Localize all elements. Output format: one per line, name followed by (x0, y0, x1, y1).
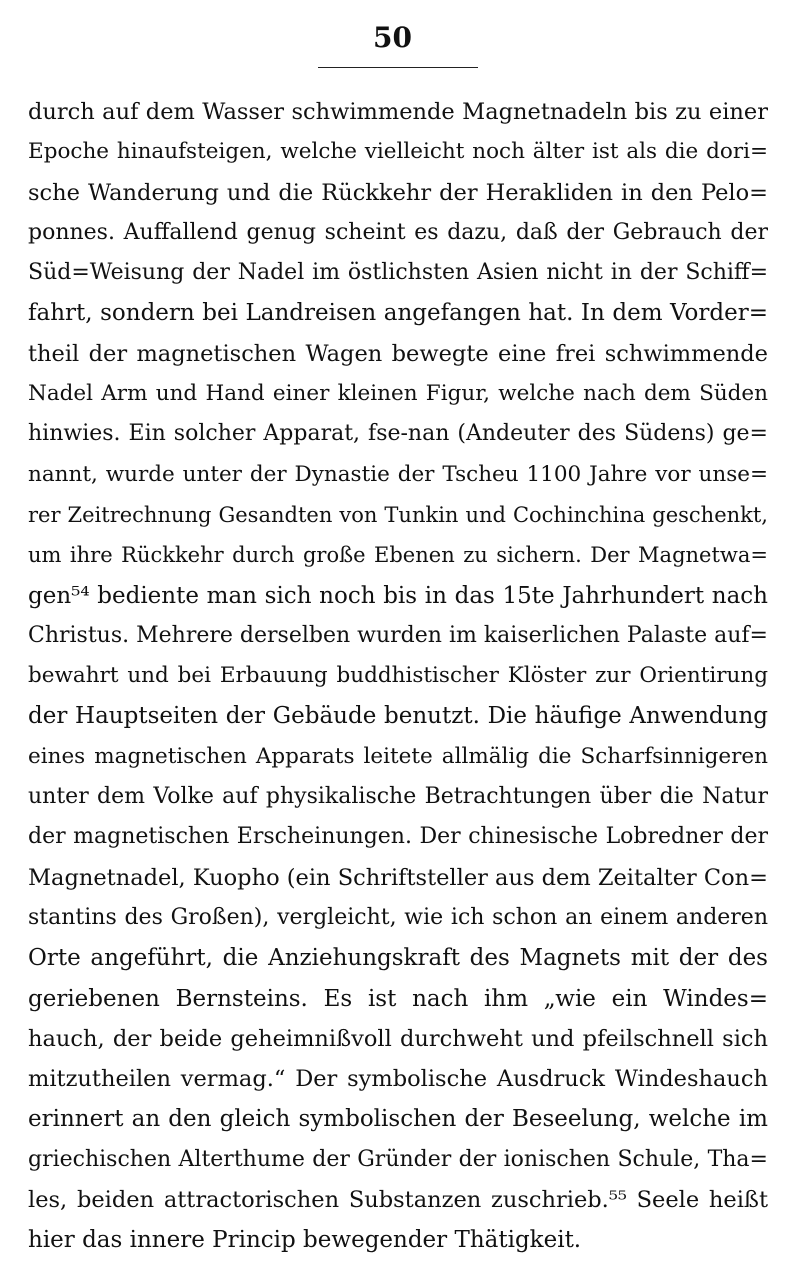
text-line: hinwies. Ein solcher Apparat, fse-nan (Andeuter des Südens) ge= (28, 421, 768, 447)
text-line: geriebenen Bernsteins. Es ist nach ihm „wie ein Windes= (28, 985, 768, 1012)
text-line: les, beiden attractorischen Substanzen zuschrieb.⁵⁵ Seele heißt (28, 1187, 768, 1214)
text-line: erinnert an den gleich symbolischen der Beseelung, welche im (28, 1106, 768, 1133)
text-line: ponnes. Auffallend genug scheint es dazu, daß der Gebrauch der (28, 219, 768, 245)
text-line: Christus. Mehrere derselben wurden im kaiserlichen Palaste auf= (28, 622, 768, 648)
text-line: bewahrt und bei Erbauung buddhistischer Klöster zur Orientirung (28, 663, 768, 689)
text-line: der magnetischen Erscheinungen. Der chinesische Lobredner der (28, 824, 768, 850)
text-line: hier das innere Princip bewegender Thätigkeit. (28, 1227, 582, 1254)
text-line: der Hauptseiten der Gebäude benutzt. Die häufige Anwendung (28, 703, 768, 730)
text-line: sche Wanderung und die Rückkehr der Herakliden in den Pelo= (28, 179, 768, 206)
text-line: unter dem Volke auf physikalische Betrachtungen über die Natur (28, 784, 768, 810)
text-line: gen⁵⁴ bediente man sich noch bis in das 15te Jahrhundert nach (28, 582, 768, 609)
page-number: 50 (373, 21, 412, 54)
text-line: hauch, der beide geheimnißvoll durchweht und pfeilschnell sich (28, 1025, 768, 1052)
text-line: Epoche hinaufsteigen, welche vielleicht noch älter ist als die dori= (28, 139, 768, 165)
text-line: fahrt, sondern bei Landreisen angefangen hat. In dem Vorder= (28, 300, 768, 327)
text-line: Orte angeführt, die Anziehungskraft des Magnets mit der des (28, 945, 768, 972)
body-text (28, 92, 768, 1261)
text-line: eines magnetischen Apparats leitete allmälig die Scharfsinnigeren (28, 743, 768, 769)
text-line: Magnetnadel, Kuopho (ein Schriftsteller aus dem Zeitalter Con= (28, 864, 768, 891)
text-line: Nadel Arm und Hand einer kleinen Figur, welche nach dem Süden (28, 381, 768, 407)
text-line: mitzutheilen vermag.“ Der symbolische Ausdruck Windeshauch (28, 1066, 768, 1093)
text-line: Süd=Weisung der Nadel im östlichsten Asien nicht in der Schiff= (28, 260, 768, 286)
text-line: nannt, wurde unter der Dynastie der Tscheu 1100 Jahre vor unse= (28, 461, 768, 487)
text-line: griechischen Alterthume der Gründer der ionischen Schule, Tha= (28, 1146, 768, 1172)
header-rule (318, 67, 478, 68)
text-line: rer Zeitrechnung Gesandten von Tunkin und Cochinchina geschenkt, (28, 502, 768, 527)
text-line: um ihre Rückkehr durch große Ebenen zu sichern. Der Magnetwa= (28, 543, 768, 568)
text-line: theil der magnetischen Wagen bewegte eine frei schwimmende (28, 340, 768, 367)
text-line: stantins des Großen), vergleicht, wie ich schon an einem anderen (28, 904, 768, 930)
text-line: durch auf dem Wasser schwimmende Magnetnadeln bis zu einer (28, 99, 768, 125)
